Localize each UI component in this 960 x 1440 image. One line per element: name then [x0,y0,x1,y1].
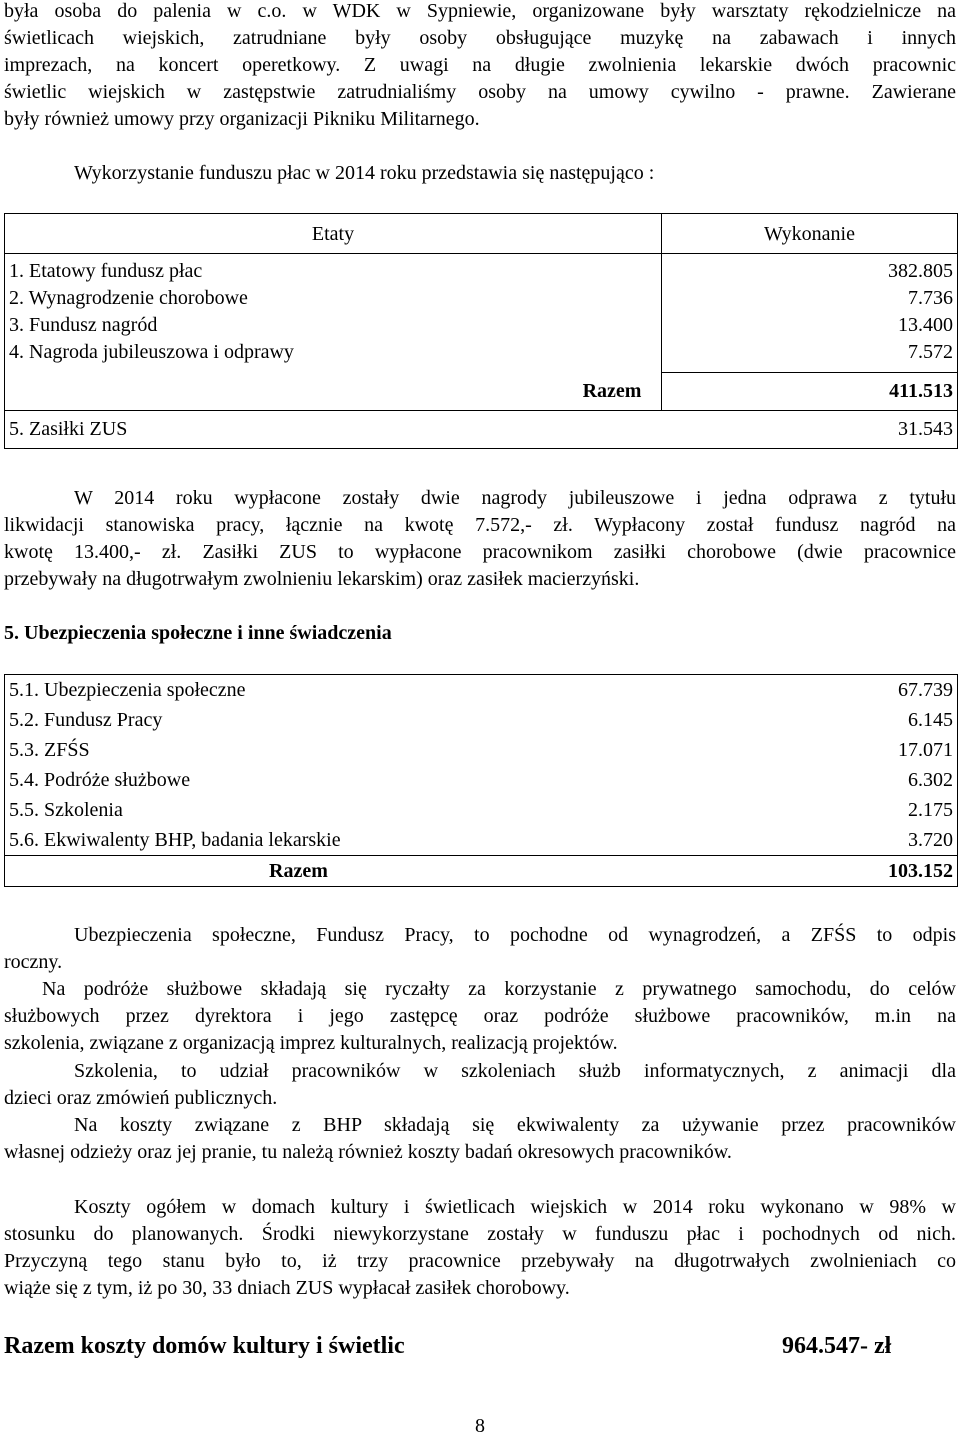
text-line: własnej odzieży oraz jej pranie, tu należą również koszty badań okresowych pracowników. [4,1141,732,1163]
intro-paragraph [4,0,956,133]
text-line: Koszty ogółem w domach kultury i świetlicach wiejskich w 2014 roku wykonano w 98% w [74,1196,956,1218]
pochodne-paragraph [4,922,956,976]
row-label: 5.2. Fundusz Pracy [5,705,789,735]
zus-value: 31.543 [662,411,958,449]
table-row [5,765,958,795]
fund-row-value: 13.400 [898,314,953,336]
fund-row-label: 2. Wynagrodzenie chorobowe [9,287,248,309]
row-value: 67.739 [788,675,957,706]
text-line: dzieci oraz zmówień publicznych. [4,1087,278,1109]
row-label: 5.1. Ubezpieczenia społeczne [5,675,789,706]
text-line: świetlicach wiejskich, zatrudniane były osoby obsługujące muzykę na zabawach i innych [4,27,956,49]
fund-row-value: 7.572 [908,341,953,363]
text-line: Na koszty związane z BHP składają się ekwiwalenty za używanie przez pracowników [74,1114,956,1136]
text-line: Ubezpieczenia społeczne, Fundusz Pracy, to pochodne od wynagrodzeń, a ZFŚS to odpis [74,924,956,946]
row-value: 2.175 [788,795,957,825]
fund-total-label: Razem [563,373,662,411]
row-value: 17.071 [788,735,957,765]
fund-row-label: 1. Etatowy fundusz płac [9,260,203,282]
row-value: 6.302 [788,765,957,795]
row-value: 6.145 [788,705,957,735]
text-line: były również umowy przy organizacji Pikniku Militarnego. [4,108,480,130]
total-row [5,856,958,887]
table-row [5,705,958,735]
fund-labels [5,254,662,373]
text-line: likwidacji stanowiska pracy, łącznie na kwotę 7.572,- zł. Wypłacony został fundusz nagród na [4,514,956,536]
header-etaty: Etaty [5,214,662,254]
table-row [5,735,958,765]
text-line: szkolenia, związane z organizacją imprez kulturalnych, realizacją projektów. [4,1032,618,1054]
text-line: Szkolenia, to udział pracowników w szkoleniach służb informatycznych, z animacji dla [74,1060,956,1082]
row-label: 5.4. Podróże służbowe [5,765,789,795]
fund-total-value: 411.513 [662,373,958,411]
costs-paragraph [4,1194,956,1302]
text-line: Na podróże służbowe składają się ryczałty za korzystanie z prywatnego samochodu, do celów [42,978,956,1000]
fund-row-label: 3. Fundusz nagród [9,314,158,336]
salary-fund-table [4,213,958,449]
training-paragraph [4,1058,956,1112]
fund-values [662,254,958,373]
table-row [5,825,958,856]
text-line: stosunku do planowanych. Środki niewykorzystane zostały w funduszu płac i pochodnych od nich. [4,1223,956,1245]
text-line: roczny. [4,951,63,973]
row-value: 3.720 [788,825,957,856]
summary-label: Razem koszty domów kultury i świetlic [4,1333,405,1359]
insurance-table [4,674,958,887]
text-line: W 2014 roku wypłacone zostały dwie nagrody jubileuszowe i jedna odprawa z tytułu [74,487,956,509]
row-label: 5.6. Ekwiwalenty BHP, badania lekarskie [5,825,789,856]
summary-value: 964.547- zł [782,1333,892,1359]
jubilee-paragraph [4,485,956,593]
text-line: świetlic wiejskich w zastępstwie zatrudnialiśmy osoby na umowy cywilno - prawne. Zawierane [4,81,956,103]
table-row [5,795,958,825]
section-heading: 5. Ubezpieczenia społeczne i inne świadczenia [4,622,392,644]
total-value: 103.152 [788,856,957,887]
text-line: imprezach, na koncert operetkowy. Z uwagi na długie zwolnienia lekarskie dwóch pracownic [4,54,956,76]
fund-intro: Wykorzystanie funduszu płac w 2014 roku przedstawia się następująco : [74,162,655,184]
page-number: 8 [475,1415,485,1437]
text-line: wiąże się z tym, iż po 30, 33 dniach ZUS wypłacał zasiłek chorobowy. [4,1277,570,1299]
header-wykonanie: Wykonanie [662,214,958,254]
travel-paragraph [4,976,956,1057]
row-label: 5.3. ZFŚS [5,735,789,765]
fund-row-value: 382.805 [888,260,953,282]
text-line: była osoba do palenia w c.o. w WDK w Sypniewie, organizowane były warsztaty rękodzielnicze na [4,0,956,22]
fund-row-value: 7.736 [908,287,953,309]
total-label: Razem [5,856,789,887]
text-line: przebywały na długotrwałym zwolnieniu lekarskim) oraz zasiłek macierzyński. [4,568,640,590]
bhp-paragraph [4,1112,956,1166]
row-label: 5.5. Szkolenia [5,795,789,825]
zus-label: 5. Zasiłki ZUS [5,411,662,449]
text-line: służbowych przez dyrektora i jego zastępcę oraz podróże służbowe pracowników, m.in na [4,1005,956,1027]
fund-row-label: 4. Nagroda jubileuszowa i odprawy [9,341,294,363]
text-line: Przyczyną tego stanu było to, iż trzy pracownice przebywały na długotrwałych zwolnieniach co [4,1250,956,1272]
table-row [5,675,958,706]
text-line: kwotę 13.400,- zł. Zasiłki ZUS to wypłacone pracownikom zasiłki chorobowe (dwie pracownice [4,541,956,563]
